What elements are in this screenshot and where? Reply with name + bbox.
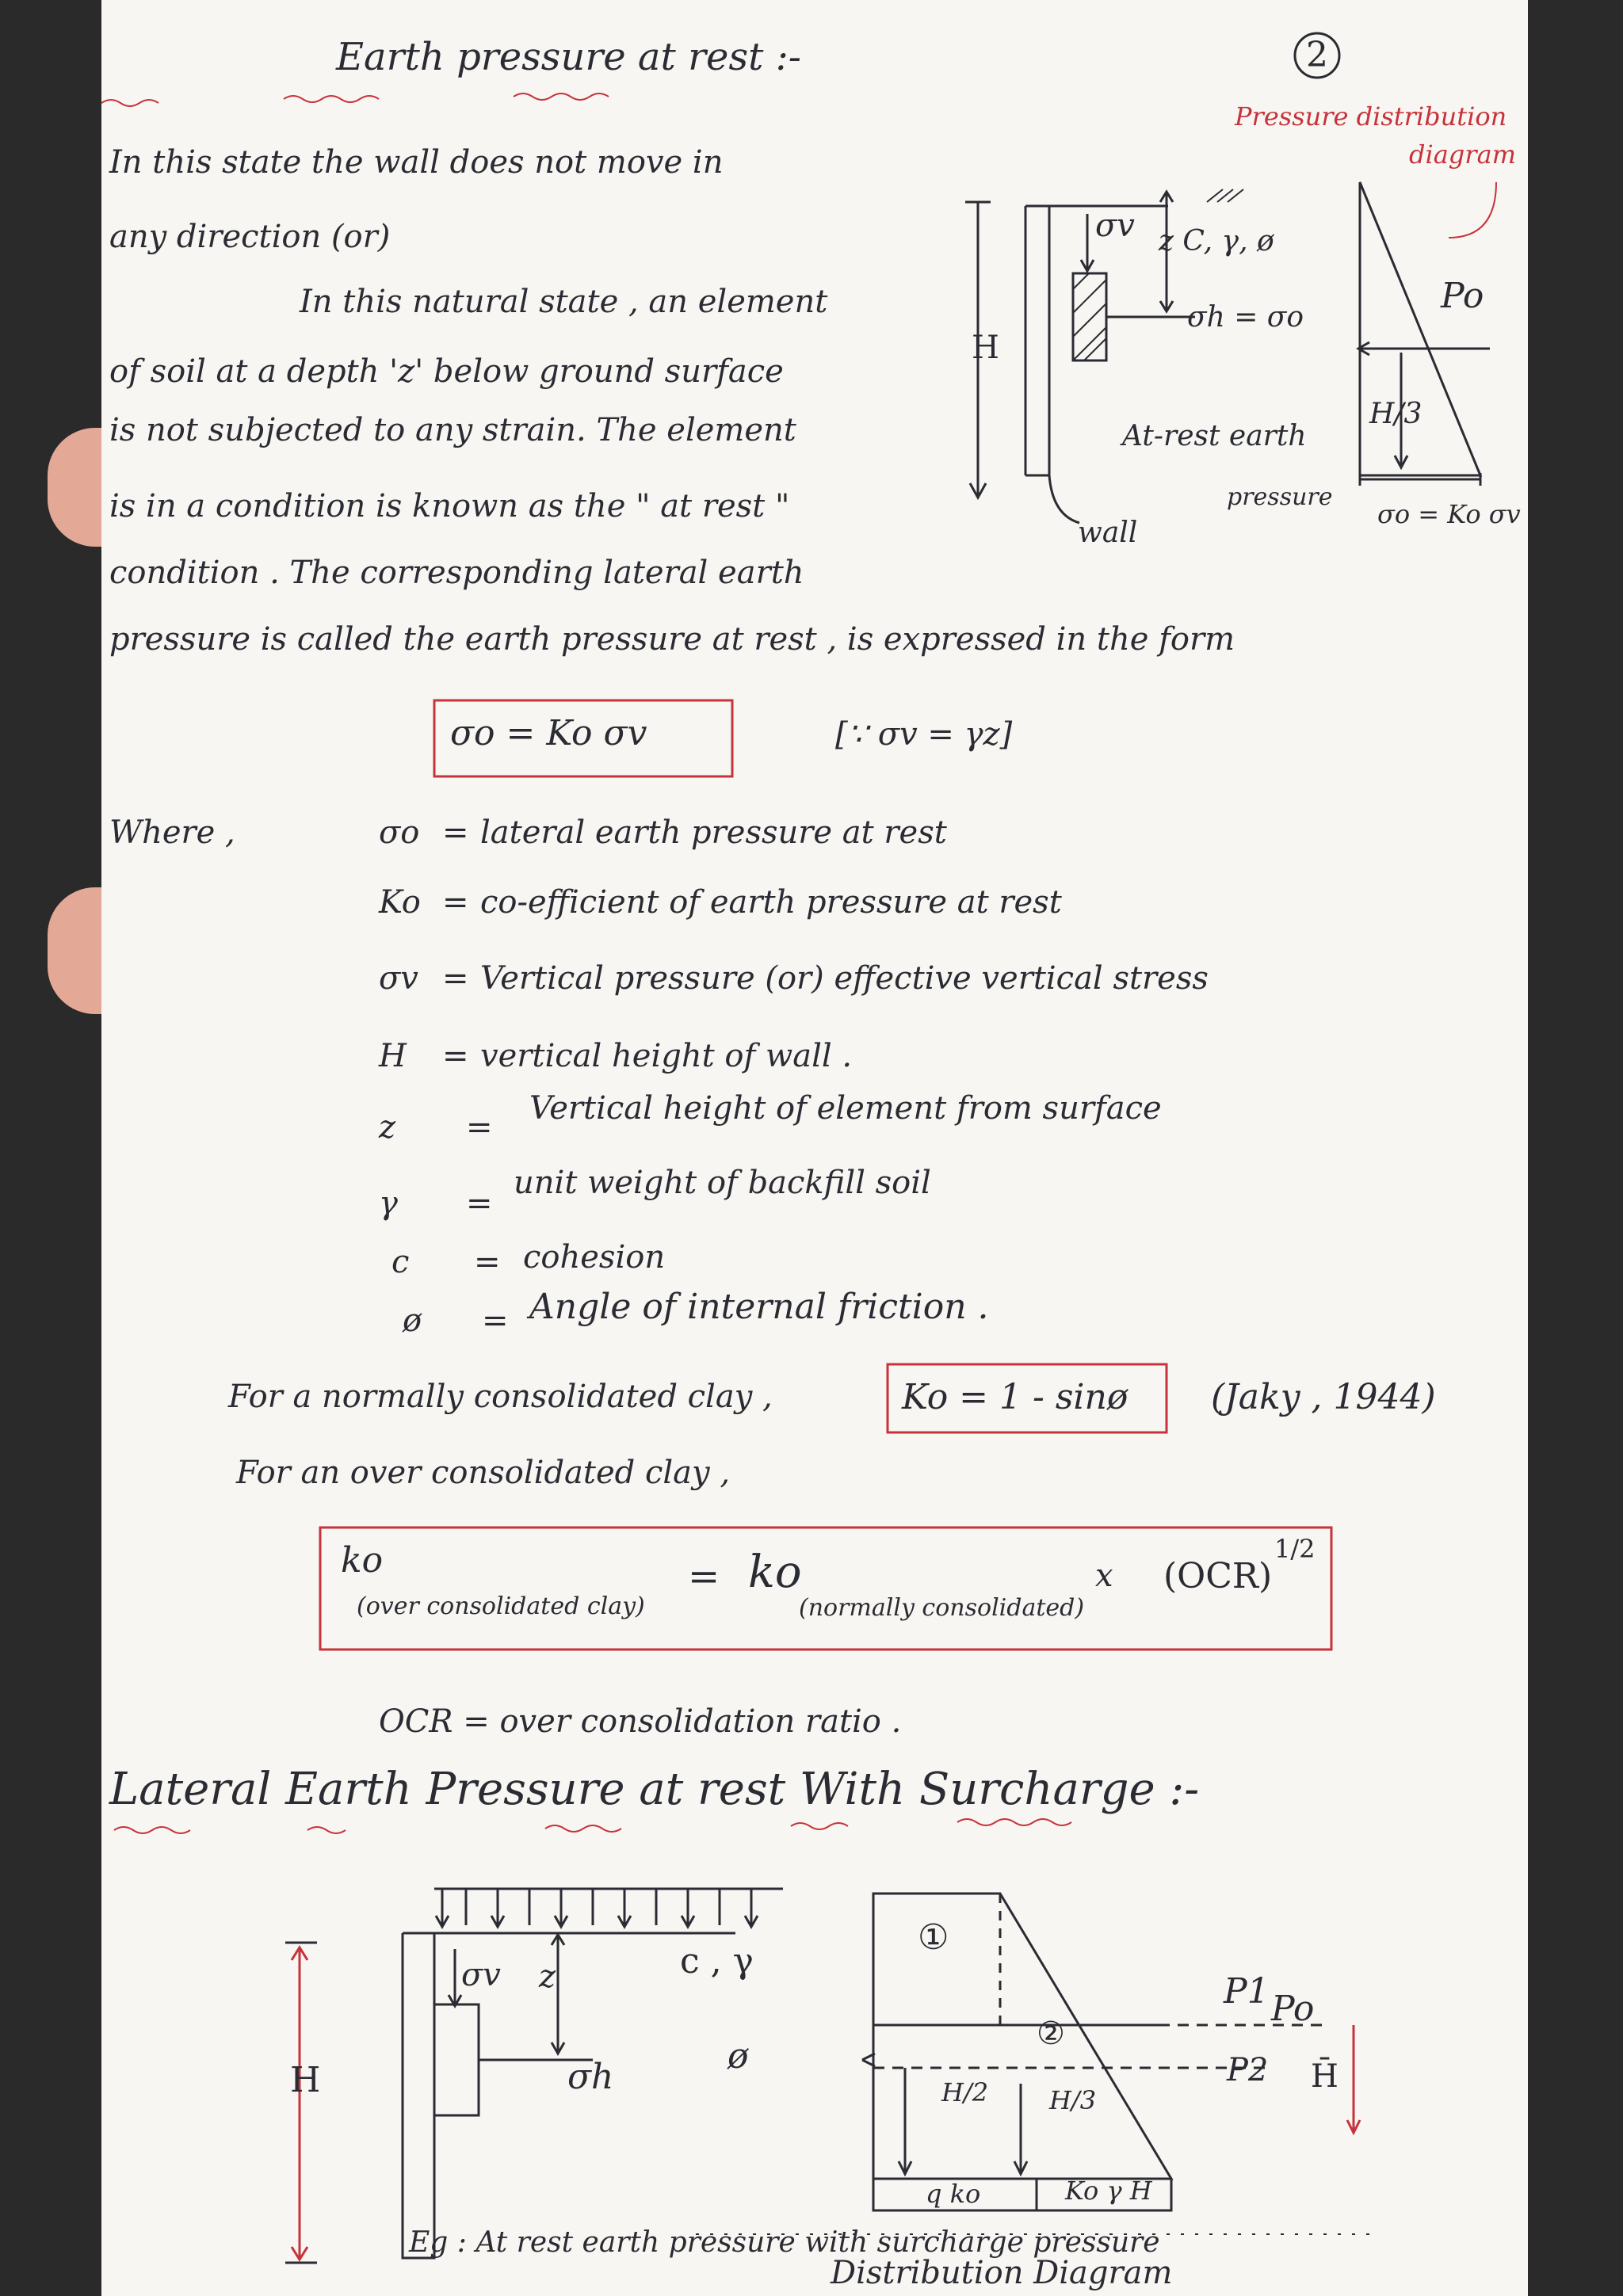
intro-line-2: any direction (or) xyxy=(109,219,391,255)
oc-eq: = xyxy=(688,1554,720,1599)
nc-formula: Ko = 1 - sinø xyxy=(902,1377,1128,1417)
where-eq-3: = xyxy=(442,1038,469,1074)
fig1-red-pointer xyxy=(1449,182,1496,238)
fig2-c-gamma: c , γ xyxy=(680,1941,754,1981)
fig2-qko: q ko xyxy=(926,2179,981,2209)
oc-lhs: ko xyxy=(341,1540,384,1581)
oc-times: x xyxy=(1095,1558,1113,1594)
page-number: 2 xyxy=(1306,35,1328,75)
where-sym-0: σo xyxy=(379,814,420,851)
heading2-underline xyxy=(114,1819,1071,1833)
fig1-sigma0: σo = Ko σv xyxy=(1377,499,1521,529)
oc-ocr: (OCR) xyxy=(1163,1556,1273,1596)
where-eq-6: = xyxy=(474,1244,501,1280)
oc-rhs-sub: (normally consolidated) xyxy=(799,1594,1085,1622)
ink-drawings xyxy=(101,0,1528,2296)
fig2-H2: H/2 xyxy=(941,2077,989,2107)
formula-note: [∵ σv = γz] xyxy=(835,716,1013,753)
fig2-koyh: Ko γ H xyxy=(1065,2176,1152,2206)
fig1-sigma-v: σv xyxy=(1095,208,1135,244)
where-sym-1: Ko xyxy=(379,884,421,921)
where-eq-7: = xyxy=(482,1302,509,1339)
where-eq-4: = xyxy=(466,1109,493,1146)
fig1-params: z C, γ, ø xyxy=(1159,225,1274,257)
fig2-sigma-h: σh xyxy=(567,2057,614,2097)
oc-exponent: 1/2 xyxy=(1274,1534,1316,1564)
where-desc-3: vertical height of wall . xyxy=(480,1038,853,1074)
fig2-P1: P1 xyxy=(1224,1971,1270,2012)
where-desc-2: Vertical pressure (or) effective vertical stress xyxy=(480,960,1209,997)
fig1-sigma-h: σh = σo xyxy=(1187,301,1304,334)
formula-main: σo = Ko σv xyxy=(450,713,647,753)
where-eq-0: = xyxy=(442,814,469,851)
where-desc-0: lateral earth pressure at rest xyxy=(480,814,947,851)
fig1-P0: Po xyxy=(1441,276,1484,316)
fig1-caption-1: At-rest earth xyxy=(1122,420,1307,452)
fig1-pressure-triangle xyxy=(1358,182,1490,486)
where-sym-6: c xyxy=(391,1244,410,1280)
where-desc-5: unit weight of backfill soil xyxy=(514,1165,931,1201)
where-label: Where , xyxy=(109,814,235,851)
intro-line-4: of soil at a depth 'z' below ground surface xyxy=(109,353,784,390)
ocr-definition: OCR = over consolidation ratio . xyxy=(379,1703,902,1740)
fig2-caption-2: Distribution Diagram xyxy=(831,2255,1173,2291)
heading-underline xyxy=(101,93,609,106)
intro-line-3: In this natural state , an element xyxy=(300,284,828,320)
where-sym-4: z xyxy=(379,1109,396,1146)
fig1-red-note-1: Pressure distribution xyxy=(1235,101,1507,132)
oc-text: For an over consolidated clay , xyxy=(236,1455,731,1491)
where-desc-7: Angle of internal friction . xyxy=(529,1287,989,1327)
fig2-H3: H/3 xyxy=(1049,2085,1097,2115)
where-desc-1: co-efficient of earth pressure at rest xyxy=(480,884,1062,921)
fig1-caption-2: pressure xyxy=(1227,483,1333,511)
fig2-phi: ø xyxy=(727,2036,749,2077)
where-desc-4: Vertical height of element from surface xyxy=(529,1090,1162,1127)
where-sym-2: σv xyxy=(379,960,418,997)
fig2-H: H xyxy=(290,2060,321,2100)
where-sym-7: ø xyxy=(403,1302,422,1339)
fig2-region-2: ② xyxy=(1037,2016,1065,2052)
where-eq-2: = xyxy=(442,960,469,997)
where-sym-3: H xyxy=(379,1038,407,1074)
fig2-region-1: ① xyxy=(918,1917,949,1958)
intro-line-8: pressure is called the earth pressure at rest , is expressed in the form xyxy=(109,621,1235,658)
fig1-element xyxy=(1073,273,1106,360)
where-eq-1: = xyxy=(442,884,469,921)
fig2-caption-1: Eg : At rest earth pressure with surcharge pressure xyxy=(409,2226,1160,2259)
nc-ref: (Jaky , 1944) xyxy=(1211,1377,1436,1417)
fig2-z: z xyxy=(539,1958,556,1995)
fig2-Hbar: H̄ xyxy=(1311,2058,1338,2095)
notebook-page xyxy=(101,0,1528,2296)
nc-text: For a normally consolidated clay , xyxy=(228,1379,773,1415)
fig1-red-note-2: diagram xyxy=(1409,139,1516,170)
intro-line-1: In this state the wall does not move in xyxy=(109,144,724,181)
intro-line-6: is in a condition is known as the " at rest " xyxy=(109,488,790,524)
fig2-P2: P2 xyxy=(1227,2052,1269,2088)
oc-lhs-sub: (over consolidated clay) xyxy=(357,1592,645,1620)
fig1-wall-label: wall xyxy=(1078,517,1138,549)
intro-line-7: condition . The corresponding lateral earth xyxy=(109,555,804,591)
fig2-height-dim xyxy=(292,1947,307,2260)
fig1-H3: H/3 xyxy=(1369,398,1423,430)
page-heading: Earth pressure at rest :- xyxy=(336,35,802,79)
where-desc-6: cohesion xyxy=(523,1239,666,1276)
intro-line-5: is not subjected to any strain. The element xyxy=(109,412,796,448)
fig2-P0: Po xyxy=(1271,1989,1315,2029)
heading-2: Lateral Earth Pressure at rest With Surcharge :- xyxy=(109,1764,1200,1815)
where-sym-5: γ xyxy=(379,1185,398,1222)
where-eq-5: = xyxy=(466,1185,493,1222)
fig1-H: H xyxy=(972,330,999,366)
fig2-sigma-v: σv xyxy=(461,1957,501,1993)
oc-rhs: ko xyxy=(748,1547,802,1598)
